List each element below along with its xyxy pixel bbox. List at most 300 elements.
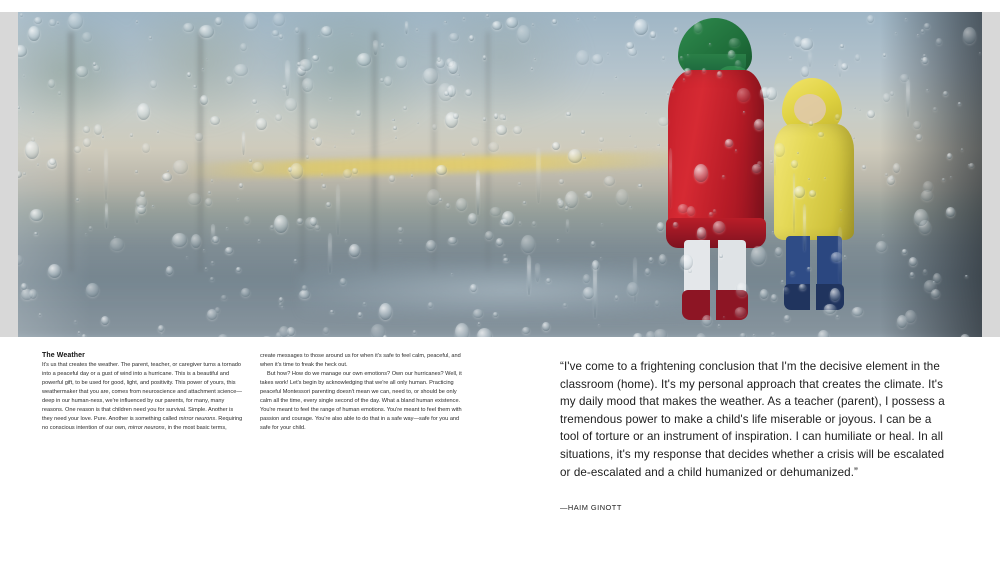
raindrop	[772, 231, 774, 233]
raindrop	[477, 328, 492, 337]
raindrop	[448, 61, 458, 74]
raindrop	[34, 17, 42, 24]
raindrop-streak	[808, 51, 812, 67]
raindrop-streak	[566, 219, 569, 232]
raindrop	[517, 25, 530, 43]
raindrop	[913, 121, 921, 129]
raindrop	[924, 23, 930, 29]
raindrop	[310, 217, 317, 226]
raindrop	[581, 130, 585, 134]
raindrop	[916, 134, 922, 141]
raindrop	[426, 240, 436, 252]
raindrop	[633, 333, 643, 337]
raindrop	[465, 89, 472, 96]
raindrop	[432, 124, 437, 131]
raindrop	[523, 201, 526, 204]
raindrop	[57, 21, 59, 24]
raindrop	[521, 235, 535, 253]
raindrop	[483, 117, 486, 121]
raindrop	[226, 76, 233, 84]
pullquote-block	[560, 358, 950, 512]
pullquote-attribution: —HAIM GINOTT	[560, 503, 622, 513]
raindrop	[308, 48, 310, 50]
raindrop	[89, 226, 92, 230]
raindrop	[740, 333, 746, 337]
raindrop	[965, 275, 968, 277]
raindrop	[684, 68, 691, 75]
raindrop	[241, 288, 251, 297]
raindrop	[318, 35, 320, 37]
raindrop	[770, 160, 773, 163]
raindrop	[638, 184, 642, 188]
raindrop	[471, 137, 479, 146]
raindrop	[586, 191, 592, 198]
raindrop	[321, 26, 333, 36]
raindrop	[183, 23, 193, 33]
raindrop	[436, 165, 446, 176]
raindrop	[451, 273, 453, 276]
raindrop-streak	[536, 147, 541, 203]
raindrop	[502, 211, 514, 225]
raindrop	[88, 168, 91, 171]
raindrop	[340, 278, 346, 285]
raindrop	[729, 38, 739, 47]
raindrop-streak	[669, 148, 672, 207]
raindrop	[789, 56, 791, 59]
raindrop	[905, 310, 915, 323]
raindrop	[616, 189, 628, 205]
raindrop	[933, 107, 937, 111]
raindrop-streak	[105, 203, 108, 228]
raindrop	[604, 176, 615, 186]
raindrop	[34, 232, 38, 235]
raindrop	[200, 95, 209, 106]
raindrop	[576, 50, 589, 65]
raindrop	[21, 283, 27, 290]
raindrop	[645, 111, 647, 114]
raindrop	[615, 295, 619, 299]
raindrop	[161, 333, 163, 335]
raindrop-streak	[104, 148, 108, 201]
raindrop	[790, 271, 795, 276]
raindrop	[76, 66, 89, 77]
raindrop	[914, 209, 928, 226]
raindrop	[599, 149, 601, 152]
raindrop	[279, 34, 283, 39]
raindrop	[226, 227, 228, 229]
raindrop	[559, 179, 564, 184]
raindrop	[735, 60, 741, 67]
raindrop	[39, 313, 41, 315]
raindrop-streak	[906, 79, 911, 117]
raindrop	[840, 209, 842, 212]
raindrop	[393, 126, 397, 131]
raindrop	[140, 191, 145, 197]
raindrop	[844, 255, 846, 258]
raindrop	[392, 119, 395, 122]
raindrop	[210, 116, 220, 125]
raindrop	[650, 31, 656, 37]
raindrop	[493, 312, 498, 317]
raindrop	[494, 113, 498, 118]
raindrop	[503, 116, 507, 120]
raindrop	[381, 43, 384, 47]
raindrop	[83, 126, 90, 133]
raindrop	[448, 237, 457, 245]
raindrop	[285, 98, 298, 111]
raindrop	[152, 205, 154, 207]
raindrop	[58, 91, 61, 94]
raindrop-streak	[774, 149, 776, 176]
raindrop	[322, 184, 326, 189]
raindrop	[428, 302, 433, 308]
raindrop	[329, 97, 332, 100]
raindrop	[102, 135, 104, 138]
raindrop	[783, 287, 789, 293]
raindrop	[824, 177, 826, 179]
page-edge-right	[982, 12, 1000, 337]
raindrop	[252, 99, 257, 104]
raindrop	[32, 111, 35, 113]
raindrop	[658, 117, 669, 126]
raindrop	[532, 221, 536, 226]
raindrop	[615, 76, 617, 78]
raindrop	[275, 114, 283, 121]
raindrop	[883, 93, 891, 101]
raindrop	[444, 21, 447, 24]
raindrop	[757, 161, 762, 167]
raindrop	[781, 280, 784, 283]
raindrop	[236, 267, 241, 273]
body-text-columns	[42, 352, 462, 433]
raindrop	[809, 190, 816, 197]
raindrop	[673, 222, 677, 227]
raindrop	[834, 64, 836, 66]
raindrop	[662, 56, 665, 60]
raindrop	[791, 160, 798, 168]
raindrop	[890, 91, 894, 95]
raindrop	[728, 50, 735, 58]
raindrop	[290, 163, 303, 179]
raindrop	[23, 172, 26, 175]
raindrop	[835, 114, 840, 120]
raindrop	[135, 170, 137, 173]
raindrop	[719, 254, 723, 258]
raindrop	[602, 91, 605, 94]
raindrop	[356, 110, 361, 116]
raindrop-streak	[535, 263, 540, 282]
raindrop	[646, 331, 655, 337]
raindrop	[694, 164, 708, 182]
raindrop	[824, 304, 836, 315]
raindrop	[583, 274, 590, 283]
raindrop	[244, 216, 251, 224]
raindrop	[20, 13, 23, 17]
raindrop	[657, 144, 660, 147]
raindrop	[279, 297, 283, 303]
raindrop	[552, 19, 556, 25]
raindrop	[963, 27, 976, 43]
raindrops-overlay	[0, 12, 1000, 337]
raindrop	[252, 162, 264, 173]
raindrop	[854, 107, 856, 109]
raindrop	[601, 223, 603, 225]
raindrop	[629, 135, 631, 137]
raindrop	[680, 254, 693, 270]
raindrop	[276, 332, 282, 337]
raindrop	[167, 170, 169, 172]
raindrop	[513, 126, 522, 135]
raindrop	[598, 324, 600, 326]
raindrop	[958, 102, 961, 105]
raindrop	[766, 87, 777, 100]
raindrop	[234, 64, 248, 76]
raindrop	[840, 44, 844, 49]
raindrop	[713, 209, 717, 214]
raindrop	[48, 79, 56, 88]
raindrop	[942, 178, 945, 181]
raindrop	[503, 258, 509, 263]
text-column-two	[260, 352, 462, 433]
raindrop-streak	[242, 131, 245, 155]
raindrop	[297, 218, 303, 224]
raindrop	[29, 289, 37, 299]
raindrop	[532, 23, 535, 26]
raindrop	[635, 16, 637, 19]
raindrop	[256, 110, 258, 113]
raindrop	[237, 198, 239, 200]
raindrop	[592, 54, 603, 64]
raindrop	[722, 175, 725, 179]
raindrop	[926, 89, 928, 91]
raindrop	[101, 316, 109, 325]
raindrop	[23, 74, 25, 77]
raindrop	[330, 310, 333, 313]
raindrop	[566, 112, 571, 117]
raindrop	[960, 334, 970, 337]
raindrop	[723, 316, 725, 318]
raindrop	[202, 68, 204, 70]
raindrop	[594, 16, 596, 18]
raindrop	[423, 68, 438, 84]
raindrop	[398, 227, 403, 232]
raindrop	[583, 157, 586, 159]
raindrop	[30, 209, 43, 221]
raindrop	[166, 266, 174, 275]
raindrop	[456, 198, 467, 211]
raindrop	[921, 58, 924, 61]
raindrop	[272, 30, 278, 36]
raindrop	[205, 267, 207, 270]
raindrop	[462, 153, 465, 156]
raindrop	[771, 294, 777, 302]
raindrop	[950, 176, 952, 178]
raindrop	[490, 207, 501, 217]
raindrop	[417, 122, 419, 124]
raindrop	[279, 303, 282, 306]
raindrop	[717, 71, 722, 77]
raindrop	[158, 325, 164, 332]
raindrop-streak	[135, 206, 139, 223]
raindrop	[923, 269, 927, 274]
raindrop	[78, 331, 80, 334]
raindrop	[352, 168, 358, 175]
raindrop	[671, 88, 674, 91]
raindrop	[427, 189, 440, 205]
raindrop	[862, 165, 866, 169]
raindrop	[326, 202, 331, 208]
raindrop-streak	[285, 60, 289, 96]
raindrop	[895, 32, 897, 34]
raindrop	[49, 19, 55, 27]
raindrop	[867, 15, 875, 23]
raindrop	[137, 103, 150, 120]
raindrop	[799, 284, 805, 291]
raindrop	[157, 130, 159, 132]
raindrop	[416, 28, 418, 31]
raindrop	[199, 25, 214, 38]
raindrop	[577, 18, 579, 20]
raindrop	[351, 33, 353, 35]
raindrop	[687, 54, 689, 56]
raindrop	[343, 169, 352, 178]
raindrop	[492, 21, 502, 30]
paragraph-1: It's us that creates the weather. The parent, teacher, or caregiver turns a tornado into a peaceful day or a gust of wind into a hurricane. This is a beautiful and powerful gift, to be used for good, light, and positivity. This power of yours, this weathermaker that you are, comes from neuroscience and attachment science—deep in our human-ness, we're influenced by our parents, for many, many reasons. One reason is that children need you for survival. Simple. Another is they need your love. Pure. Another is something called mirror neurons. Requiring no conscious intention of our own, mirror neurons, in the most basic terms,	[42, 362, 243, 432]
raindrop-streak	[476, 170, 480, 215]
raindrop	[358, 312, 362, 317]
raindrop	[299, 290, 309, 299]
raindrop	[818, 132, 824, 137]
raindrop	[887, 176, 896, 185]
raindrop	[193, 85, 197, 89]
raindrop	[82, 334, 86, 337]
raindrop	[345, 239, 347, 241]
raindrop	[709, 43, 711, 45]
raindrop	[244, 13, 257, 29]
raindrop	[697, 227, 707, 238]
raindrop	[607, 52, 609, 55]
raindrop	[215, 17, 222, 25]
raindrop	[468, 213, 477, 224]
raindrop	[239, 183, 243, 188]
raindrop	[380, 78, 383, 82]
raindrop	[221, 295, 227, 301]
raindrop-streak	[803, 204, 806, 251]
raindrop	[83, 138, 92, 148]
raindrop	[208, 191, 211, 194]
raindrop	[921, 29, 924, 33]
raindrop	[645, 268, 650, 275]
raindrop-streak	[336, 184, 340, 235]
raindrop	[810, 28, 812, 31]
raindrop	[784, 315, 789, 321]
raindrop	[25, 141, 39, 160]
raindrop	[753, 334, 756, 336]
raindrop	[485, 231, 494, 240]
raindrop	[488, 142, 499, 152]
raindrop	[357, 53, 371, 66]
raindrop	[946, 207, 955, 217]
raindrop	[188, 193, 201, 205]
raindrop	[836, 315, 839, 318]
raindrop	[922, 57, 928, 65]
raindrop	[172, 233, 187, 247]
raindrop	[455, 323, 470, 337]
raindrop	[211, 179, 214, 182]
raindrop	[905, 18, 907, 20]
raindrop	[37, 163, 39, 166]
raindrop	[349, 244, 360, 258]
raindrop	[76, 198, 79, 201]
raindrop	[910, 272, 913, 277]
raindrop	[506, 17, 518, 28]
raindrop-streak	[527, 255, 531, 295]
raindrop	[210, 277, 214, 282]
raindrop	[74, 320, 77, 323]
raindrop	[82, 32, 93, 42]
raindrop	[457, 74, 460, 76]
raindrop-streak	[793, 173, 796, 233]
raindrop	[110, 238, 124, 252]
raindrop	[218, 334, 229, 337]
raindrop-streak	[838, 227, 842, 282]
raindrop	[696, 333, 707, 337]
raindrop	[923, 54, 926, 57]
raindrop	[725, 139, 734, 147]
raindrop	[328, 66, 334, 72]
raindrop	[203, 249, 205, 251]
raindrop	[395, 136, 398, 139]
raindrop	[852, 307, 862, 316]
raindrop	[743, 111, 745, 113]
raindrop	[830, 288, 840, 301]
raindrop	[687, 206, 695, 217]
raindrop	[205, 198, 212, 206]
raindrop	[469, 35, 475, 42]
raindrop	[599, 137, 604, 142]
raindrop	[943, 91, 948, 96]
page-edge-left	[0, 12, 18, 337]
raindrop	[808, 178, 810, 180]
raindrop	[694, 22, 702, 33]
raindrop	[709, 212, 713, 216]
raindrop	[797, 152, 800, 155]
raindrop	[363, 302, 366, 305]
raindrop	[299, 59, 312, 71]
raindrop-streak	[838, 59, 842, 77]
raindrop	[702, 315, 712, 326]
raindrop-streak	[328, 233, 332, 273]
raindrop	[463, 17, 465, 19]
raindrop	[396, 56, 406, 68]
text-column-one	[42, 352, 244, 433]
raindrop	[771, 332, 775, 336]
raindrop	[859, 109, 861, 112]
raindrop-streak	[405, 21, 408, 35]
raindrop	[557, 239, 559, 242]
raindrop	[215, 307, 221, 313]
raindrop	[818, 330, 829, 337]
raindrop	[294, 259, 297, 263]
raindrop	[191, 234, 201, 248]
raindrop	[760, 289, 769, 299]
raindrop	[85, 233, 87, 235]
raindrop	[150, 80, 156, 88]
raindrop	[568, 149, 583, 163]
raindrop	[334, 145, 336, 148]
raindrop	[801, 66, 810, 76]
raindrop	[195, 133, 203, 142]
